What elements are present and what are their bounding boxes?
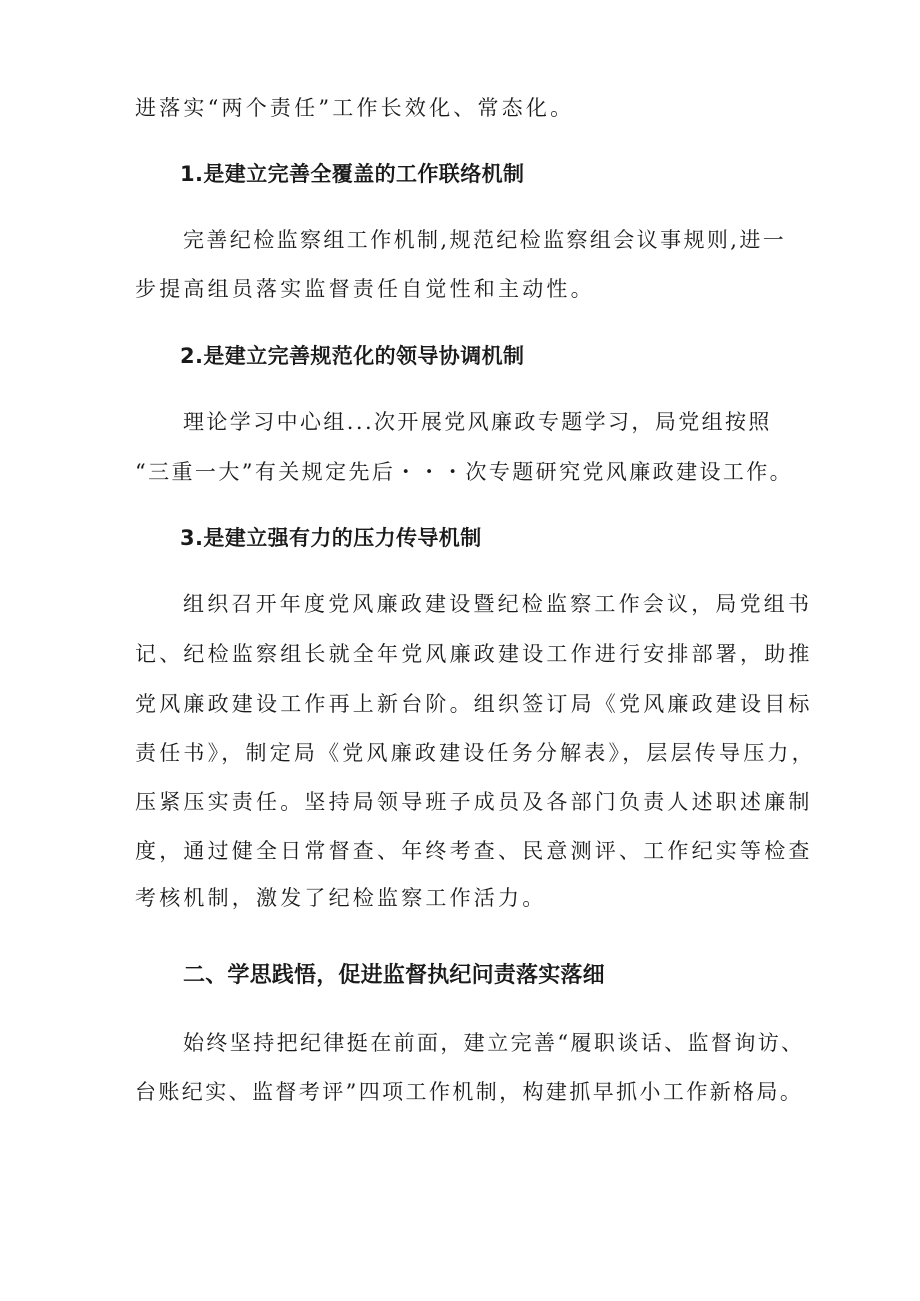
subheading-2: 2.是建立完善规范化的领导协调机制 <box>180 344 525 368</box>
paragraph-1-line-2: 步提高组员落实监督责任自觉性和主动性。 <box>135 277 595 301</box>
section-heading-2: 二、学思践悟，促进监督执纪问责落实落细 <box>183 963 605 988</box>
subheading-1: 1.是建立完善全覆盖的工作联络机制 <box>180 162 525 186</box>
paragraph-3-line-5: 压紧压实责任。坚持局领导班子成员及各部门负责人述职述廉制 <box>135 790 813 814</box>
paragraph-4-line-1: 始终坚持把纪律挺在前面，建立完善“履职谈话、监督询访、 <box>183 1031 805 1055</box>
paragraph-intro-tail: 进落实“两个责任”工作长效化、常态化。 <box>135 96 575 120</box>
subheading-3: 3.是建立强有力的压力传导机制 <box>180 526 482 550</box>
paragraph-3-line-2: 记、纪检监察组长就全年党风廉政建设工作进行安排部署，助推 <box>135 642 813 666</box>
paragraph-3-line-6: 度，通过健全日常督查、年终考查、民意测评、工作纪实等检查 <box>135 839 813 863</box>
paragraph-3-line-7: 考核机制，激发了纪检监察工作活力。 <box>135 886 547 910</box>
paragraph-1-line-1: 完善纪检监察组工作机制,规范纪检监察组会议事规则,进一 <box>183 228 787 252</box>
paragraph-3-line-3: 党风廉政建设工作再上新台阶。组织签订局《党风廉政建设目标 <box>135 692 813 716</box>
paragraph-3-line-1: 组织召开年度党风廉政建设暨纪检监察工作会议，局党组书 <box>183 592 813 616</box>
paragraph-4-line-2: 台账纪实、监督考评”四项工作机制，构建抓早抓小工作新格局。 <box>135 1080 804 1104</box>
paragraph-3-line-4: 责任书》，制定局《党风廉政建设任务分解表》，层层传导压力， <box>135 741 816 765</box>
paragraph-2-line-2: “三重一大”有关规定先后・・・次专题研究党风廉政建设工作。 <box>135 460 794 484</box>
paragraph-2-line-1: 理论学习中心组...次开展党风廉政专题学习，局党组按照 <box>183 410 772 434</box>
